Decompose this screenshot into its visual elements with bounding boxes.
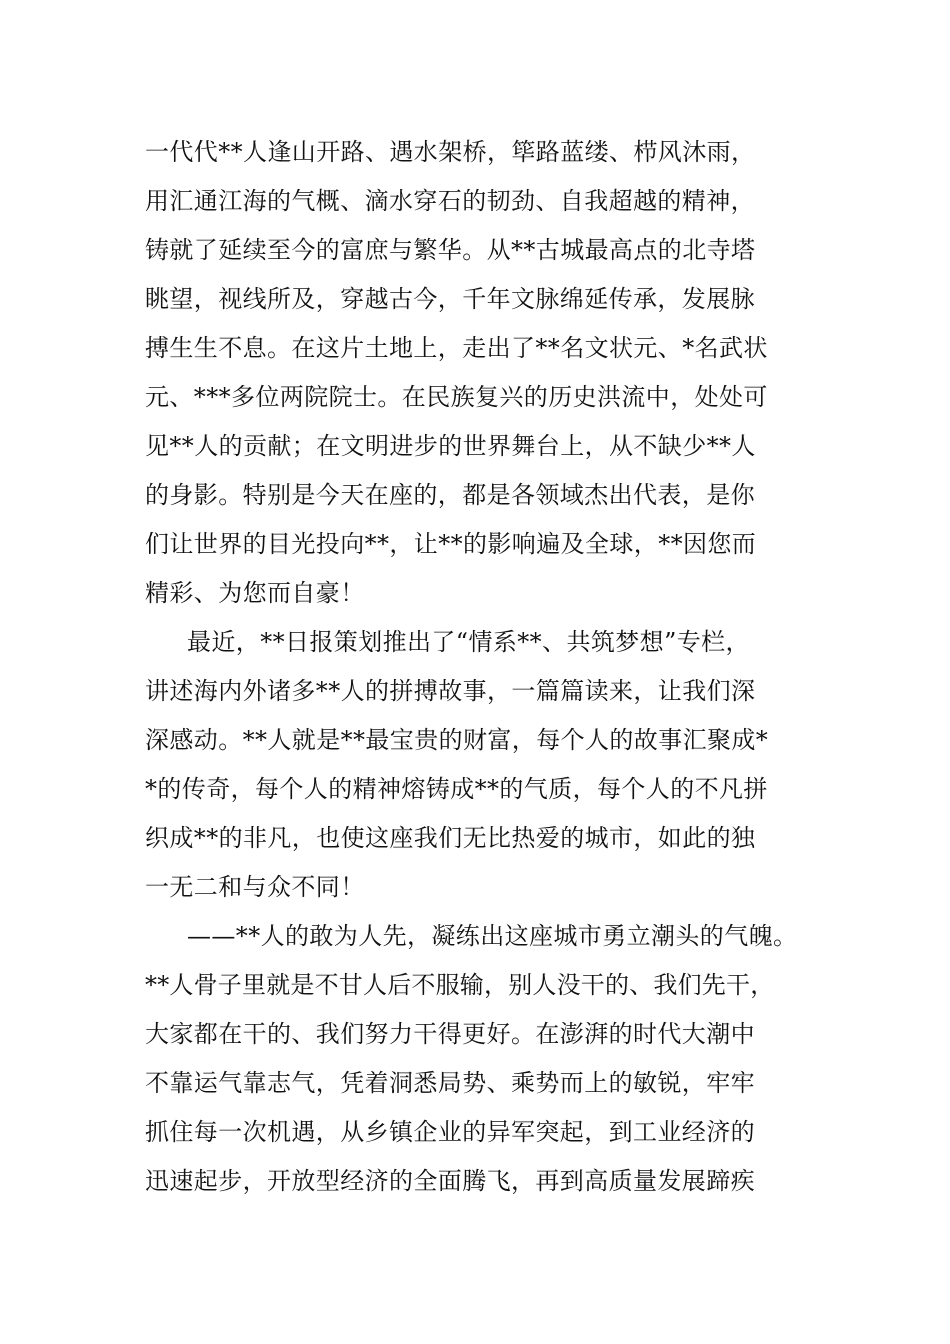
text-line: 不靠运气靠志气，凭着洞悉局势、乘势而上的敏锐，牢牢 — [145, 1069, 755, 1097]
text-line: 见**人的贡献；在文明进步的世界舞台上，从不缺少**人 — [145, 432, 756, 460]
text-line: 用汇通江海的气概、滴水穿石的韧劲、自我超越的精神， — [145, 187, 755, 215]
text-line: **人骨子里就是不甘人后不服输，别人没干的、我们先干， — [145, 971, 775, 999]
text-line: 大家都在干的、我们努力干得更好。在澎湃的时代大潮中 — [145, 1020, 755, 1048]
text-line: 们让世界的目光投向**，让**的影响遍及全球，**因您而 — [145, 530, 757, 558]
text-line: 一无二和与众不同！ — [145, 873, 365, 901]
paragraph-first-line: 最近，**日报策划推出了“情系**、共筑梦想”专栏， — [187, 628, 750, 656]
text-line: 迅速起步，开放型经济的全面腾飞，再到高质量发展蹄疾 — [145, 1167, 755, 1195]
text-line: *的传奇，每个人的精神熔铸成**的气质，每个人的不凡拼 — [145, 775, 768, 803]
text-line: 眺望，视线所及，穿越古今，千年文脉绵延传承，发展脉 — [145, 285, 755, 313]
text-line: 织成**的非凡，也使这座我们无比热爱的城市，如此的独 — [145, 824, 756, 852]
text-line: 铸就了延续至今的富庶与繁华。从**古城最高点的北寺塔 — [145, 236, 756, 264]
text-line: 深感动。**人就是**最宝贵的财富，每个人的故事汇聚成* — [145, 726, 769, 754]
text-line: 精彩、为您而自豪！ — [145, 579, 365, 607]
paragraph-first-line: ——**人的敢为人先，凝练出这座城市勇立潮头的气魄。 — [187, 922, 798, 950]
text-line: 搏生生不息。在这片土地上，走出了**名文状元、*名武状 — [145, 334, 768, 362]
text-line: 抓住每一次机遇，从乡镇企业的异军突起，到工业经济的 — [145, 1118, 755, 1146]
text-line: 元、***多位两院院士。在民族复兴的历史洪流中，处处可 — [145, 383, 768, 411]
text-line: 的身影。特别是今天在座的，都是各领域杰出代表，是你 — [145, 481, 755, 509]
text-line: 一代代**人逢山开路、遇水架桥，筚路蓝缕、栉风沐雨， — [145, 138, 756, 166]
text-line: 讲述海内外诸多**人的拼搏故事，一篇篇读来，让我们深 — [145, 677, 756, 705]
